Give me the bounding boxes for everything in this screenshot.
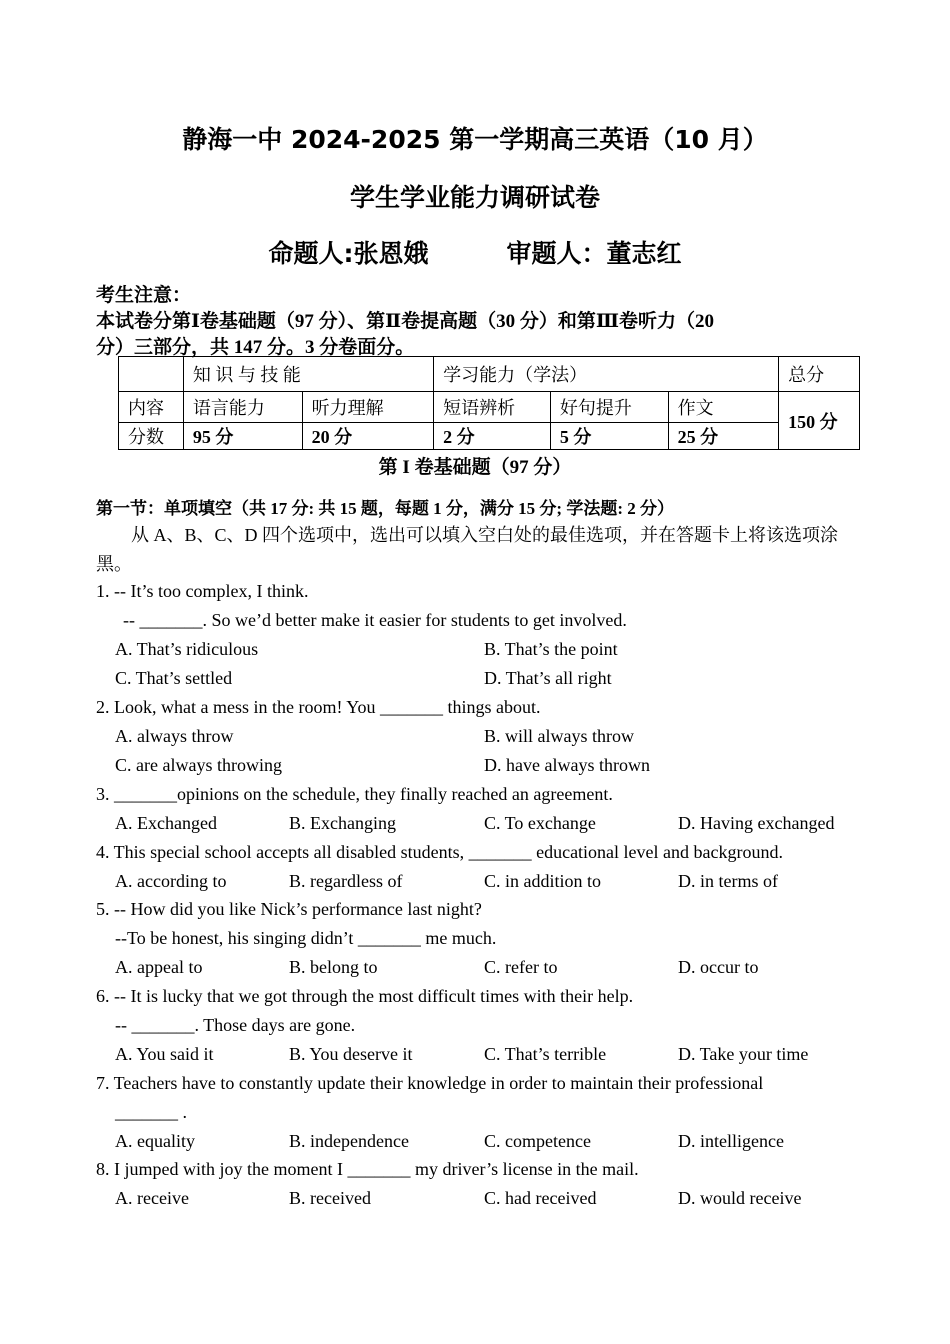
option-a: A. appeal to: [115, 957, 203, 977]
table-cell: 语言能力: [183, 392, 302, 423]
question-reviewer: 审题人：董志红: [506, 239, 682, 268]
option-c: C. had received: [484, 1188, 597, 1208]
question-stem: -- _______. Those days are gone.: [115, 1015, 356, 1035]
option-a: A. according to: [115, 871, 227, 891]
option-b: B. independence: [289, 1131, 409, 1151]
question-stem: 6. -- It is lucky that we got through the most difficult times with their help.: [96, 986, 634, 1006]
option-a: A. That’s ridiculous: [115, 639, 259, 659]
option-c: C. competence: [484, 1131, 591, 1151]
option-a: A. receive: [115, 1188, 189, 1208]
exam-subtitle: 学生学业能力调研试卷: [349, 183, 600, 212]
option-d: D. have always thrown: [484, 755, 650, 775]
question-stem: 1. -- It’s too complex, I think.: [96, 581, 309, 601]
option-d: D. in terms of: [678, 871, 778, 891]
table-header-knowledge: 知 识 与 技 能: [183, 357, 433, 392]
notice-label: 考生注意：: [96, 285, 192, 306]
table-cell: 好句提升: [550, 392, 668, 423]
question-stem: --To be honest, his singing didn’t _______ me much.: [115, 928, 497, 948]
table-cell: 5 分: [550, 423, 668, 450]
table-cell: 作文: [668, 392, 778, 423]
option-c: C. are always throwing: [115, 755, 282, 775]
table-total-score: 150 分: [779, 392, 860, 450]
option-d: D. Having exchanged: [678, 813, 835, 833]
question-setter: 命题人:张恩娥: [268, 239, 429, 268]
table-cell: 短语辨析: [434, 392, 551, 423]
option-a: A. equality: [115, 1131, 195, 1151]
question-stem: -- _______. So we’d better make it easier for students to get involved.: [123, 610, 627, 630]
table-cell: [119, 357, 184, 392]
table-cell: 20 分: [302, 423, 434, 450]
row-label-content: 内容: [119, 392, 184, 423]
option-c: C. To exchange: [484, 813, 596, 833]
exam-notice: [96, 283, 866, 361]
option-c: C. That’s terrible: [484, 1044, 607, 1064]
option-d: D. would receive: [678, 1188, 802, 1208]
option-b: B. You deserve it: [289, 1044, 413, 1064]
option-b: B. received: [289, 1188, 371, 1208]
option-b: B. belong to: [289, 957, 378, 977]
authors-line: [0, 234, 950, 270]
option-a: A. Exchanged: [115, 813, 217, 833]
part-title: 第 I 卷基础题（97 分）: [378, 457, 572, 478]
table-header-total: 总分: [779, 357, 860, 392]
notice-line: 分）三部分，共 147 分。3 分卷面分。: [96, 337, 415, 358]
table-cell: 95 分: [183, 423, 302, 450]
row-label-score: 分数: [119, 423, 184, 450]
score-table: [118, 356, 860, 450]
option-b: B. regardless of: [289, 871, 403, 891]
question-stem: 3. _______opinions on the schedule, they finally reached an agreement.: [96, 784, 613, 804]
section-heading: 第一节：单项填空（共 17 分: 共 15 题，每题 1 分，满分 15 分; 学法题: 2 分）: [96, 499, 674, 518]
option-d: D. intelligence: [678, 1131, 784, 1151]
exam-title: 静海一中 2024-2025 第一学期高三英语（10 月）: [182, 125, 768, 154]
question-stem: 4. This special school accepts all disabled students, _______ educational level and background.: [96, 842, 783, 862]
option-b: B. That’s the point: [484, 639, 618, 659]
notice-line: 本试卷分第Ⅰ卷基础题（97 分）、第Ⅱ卷提高题（30 分）和第Ⅲ卷听力（20: [96, 311, 715, 332]
option-c: C. refer to: [484, 957, 558, 977]
question-stem: 8. I jumped with joy the moment I _______ my driver’s license in the mail.: [96, 1159, 639, 1179]
option-c: C. in addition to: [484, 871, 601, 891]
option-d: D. That’s all right: [484, 668, 612, 688]
table-cell: 听力理解: [302, 392, 434, 423]
question-stem: 5. -- How did you like Nick’s performance last night?: [96, 899, 482, 919]
table-cell: 25 分: [668, 423, 778, 450]
option-d: D. Take your time: [678, 1044, 809, 1064]
option-a: A. always throw: [115, 726, 234, 746]
question-stem: _______ .: [115, 1102, 187, 1122]
table-cell: 2 分: [434, 423, 551, 450]
question-stem: 7. Teachers have to constantly update their knowledge in order to maintain their professional: [96, 1073, 764, 1093]
option-d: D. occur to: [678, 957, 759, 977]
table-header-learning: 学习能力（学法）: [434, 357, 779, 392]
question-stem: 2. Look, what a mess in the room! You _______ things about.: [96, 697, 541, 717]
section-instruction: 从 A、B、C、D 四个选项中，选出可以填入空白处的最佳选项，并在答题卡上将该选项涂黑。: [96, 525, 839, 574]
option-a: A. You said it: [115, 1044, 214, 1064]
option-c: C. That’s settled: [115, 668, 233, 688]
option-b: B. will always throw: [484, 726, 634, 746]
option-b: B. Exchanging: [289, 813, 396, 833]
